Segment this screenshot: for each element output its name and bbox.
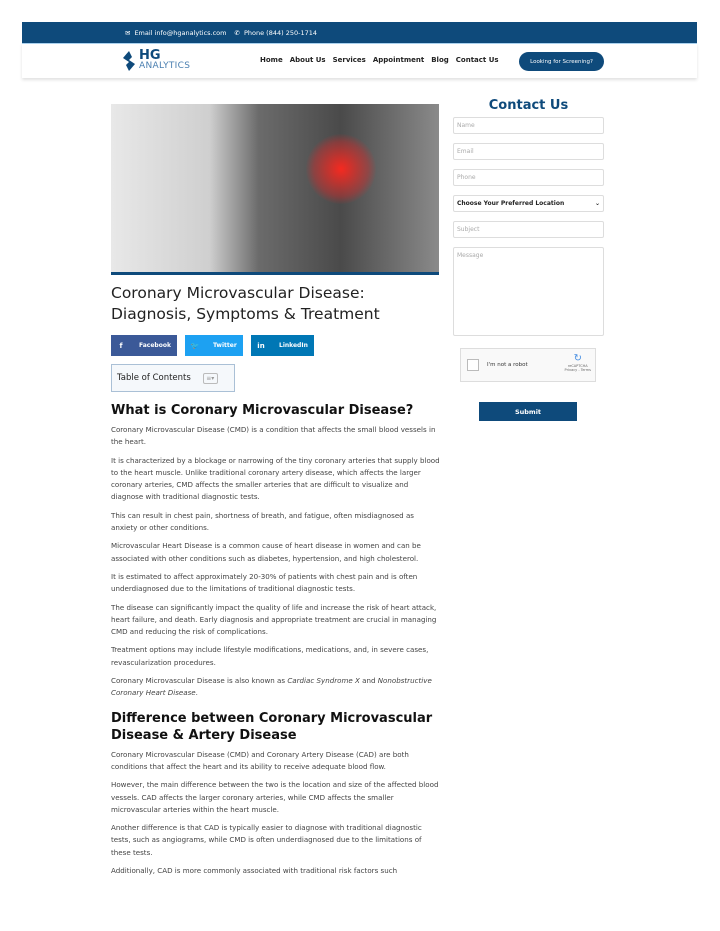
message-textarea[interactable]: Message xyxy=(453,247,604,336)
email-input[interactable]: Email xyxy=(453,143,604,160)
nav-appointment[interactable]: Appointment xyxy=(372,56,425,64)
share-buttons xyxy=(111,335,441,356)
chevron-down-icon: ⌄ xyxy=(594,200,600,207)
section-heading: What is Coronary Microvascular Disease? xyxy=(111,403,414,418)
location-select[interactable]: Choose Your Preferred Location ⌄ xyxy=(453,195,604,212)
linkedin-icon: in xyxy=(257,341,265,350)
main-navigation xyxy=(22,43,697,78)
logo-mark-icon xyxy=(122,51,136,71)
twitter-share-button[interactable]: 🐦 Twitter xyxy=(185,335,243,356)
paragraph: Treatment options may include lifestyle modifications, medications, and, in severe cases, revascularization procedures. xyxy=(111,645,429,667)
subject-input[interactable]: Subject xyxy=(453,221,604,238)
envelope-icon: ✉ xyxy=(125,28,131,37)
twitter-icon: 🐦 xyxy=(190,341,200,350)
paragraph: This can result in chest pain, shortness of breath, and fatigue, often misdiagnosed as anxiety or other conditions. xyxy=(111,510,414,533)
nav-blog[interactable]: Blog xyxy=(431,56,449,64)
privacy-terms-link[interactable]: Privacy - Terms xyxy=(564,368,591,372)
article-title: Coronary Microvascular Disease: Diagnosis, Symptoms & Treatment xyxy=(111,284,380,323)
facebook-icon: f xyxy=(119,341,123,350)
nav-home[interactable]: Home xyxy=(260,56,283,64)
paragraph: Microvascular Heart Disease is a common cause of heart disease in women and can be associated with other conditions such as diabetes, hypertension, and high cholesterol. xyxy=(111,541,421,563)
top-contact-bar xyxy=(22,22,697,43)
captcha-checkbox[interactable] xyxy=(467,359,479,371)
phone-icon: ✆ xyxy=(234,28,240,37)
linkedin-share-button[interactable]: in LinkedIn xyxy=(251,335,314,356)
recaptcha: I'm not a robot ↻ reCAPTCHA Privacy - Terms xyxy=(460,348,596,382)
paragraph: Coronary Microvascular Disease (CMD) and Coronary Artery Disease (CAD) are both conditions that affect the heart and its ability to receive adequate blood flow. xyxy=(111,749,409,771)
section-heading: Difference between Coronary Microvascular Disease & Artery Disease xyxy=(111,710,433,743)
chest-pain-highlight xyxy=(306,134,376,204)
submit-button[interactable]: Submit xyxy=(479,402,577,421)
name-input[interactable]: Name xyxy=(453,117,604,134)
hero-image xyxy=(111,104,439,275)
toc-toggle-icon[interactable]: ≡▾ xyxy=(203,373,218,384)
paragraph: Coronary Microvascular Disease (CMD) is a condition that affects the small blood vessels in the heart. xyxy=(111,425,436,447)
paragraph: Coronary Microvascular Disease is also known as Cardiac Syndrome X and Nonobstructive Coronary Heart Disease. xyxy=(111,676,432,698)
nav-contact-us[interactable]: Contact Us xyxy=(455,56,499,64)
paragraph: The disease can significantly impact the quality of life and increase the risk of heart attack, heart failure, and death. Early diagnosis and appropriate treatment are crucial in managing CMD and reducing the risk of complications. xyxy=(111,602,437,637)
contact-title: Contact Us xyxy=(488,98,569,113)
email-link[interactable]: ✉ Email info@hganalytics.com xyxy=(125,28,227,37)
contact-form xyxy=(453,98,604,421)
table-of-contents[interactable]: Table of Contents ≡▾ xyxy=(111,364,235,392)
paragraph: It is characterized by a blockage or narrowing of the tiny coronary arteries that supply blood to the heart muscle. Unlike traditional coronary artery disease, which affects the larger coronary arteries, CMD affects the smaller arteries that are difficult to visualize and diagnose with traditional diagnostic tests. xyxy=(111,455,440,502)
recaptcha-icon: ↻ xyxy=(573,353,582,364)
phone-input[interactable]: Phone xyxy=(453,169,604,186)
paragraph: It is estimated to affect approximately 20-30% of patients with chest pain and is often underdiagnosed due to the limitations of traditional diagnostic tests. xyxy=(111,571,418,594)
paragraph: However, the main difference between the two is the location and size of the affected blood vessels. CAD affects the larger coronary arteries, while CMD affects the smaller microvascular arteries within the heart muscle. xyxy=(111,780,439,814)
facebook-share-button[interactable]: f Facebook xyxy=(111,335,177,356)
paragraph: Another difference is that CAD is typically easier to diagnose with traditional diagnostic tests, such as angiograms, while CMD is often underdiagnosed due to the limitations of these tests. xyxy=(111,823,422,857)
screening-button[interactable]: Looking for Screening? xyxy=(519,52,604,71)
nav-about-us[interactable]: About Us xyxy=(289,56,326,64)
phone-link[interactable]: ✆ Phone (844) 250-1714 xyxy=(234,28,317,37)
nav-services[interactable]: Services xyxy=(332,56,366,64)
logo[interactable]: HG ANALYTICS xyxy=(122,50,190,71)
paragraph: Additionally, CAD is more commonly associated with traditional risk factors such xyxy=(111,866,398,876)
article xyxy=(111,283,441,883)
